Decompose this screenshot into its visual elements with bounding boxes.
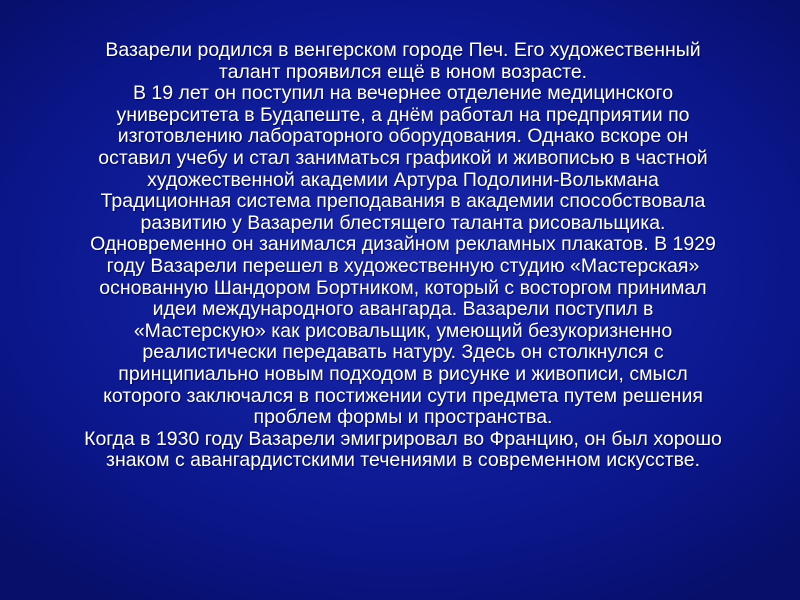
- text-line: знаком с авангардистскими течениями в современном искусстве.: [106, 449, 700, 472]
- slide-text-body: [28, 40, 778, 472]
- paragraph-studio: [28, 234, 778, 428]
- text-line: проблем формы и пространства.: [253, 406, 553, 429]
- text-line: университета в Будапеште, а днём работал на предприятии по: [116, 103, 690, 126]
- text-line: году Вазарели перешел в художественную студию «Мастерская»: [106, 254, 700, 277]
- text-line: реалистически передавать натуру. Здесь он столкнулся с: [142, 341, 664, 364]
- text-line: талант проявился ещё в юном возрасте.: [218, 60, 588, 83]
- text-line: Вазарели родился в венгерском городе Печ. Его художественный: [105, 39, 701, 61]
- text-line: «Мастерскую» как рисовальщик, умеющий безукоризненно: [133, 319, 673, 342]
- text-line: идеи международного авангарда. Вазарели поступил в: [152, 298, 654, 321]
- text-line: Традиционная система преподавания в академии способствовала: [100, 190, 706, 213]
- text-line: В 19 лет он поступил на вечернее отделение медицинского: [132, 82, 674, 105]
- text-line: оставил учебу и стал заниматься графикой и живописью в частной: [98, 146, 708, 169]
- text-line: художественной академии Артура Подолини-Волькмана: [147, 168, 659, 191]
- paragraph-birth: [28, 40, 778, 83]
- text-line: Когда в 1930 году Вазарели эмигрировал во Францию, он был хорошо: [84, 427, 722, 450]
- text-line: которого заключался в постижении сути предмета путем решения: [103, 384, 703, 407]
- paragraph-education: [28, 83, 778, 234]
- text-line: принципиально новым подходом в рисунке и живописи, смысл: [118, 362, 688, 385]
- text-line: развитию у Вазарели блестящего таланта рисовальщика.: [140, 211, 666, 234]
- text-line: Одновременно он занимался дизайном рекламных плакатов. В 1929: [90, 233, 716, 256]
- paragraph-emigration: [28, 429, 778, 472]
- text-line: изготовлению лабораторного оборудования. Однако вскоре он: [117, 125, 689, 148]
- text-line: основанную Шандором Бортником, который с восторгом принимал: [99, 276, 707, 299]
